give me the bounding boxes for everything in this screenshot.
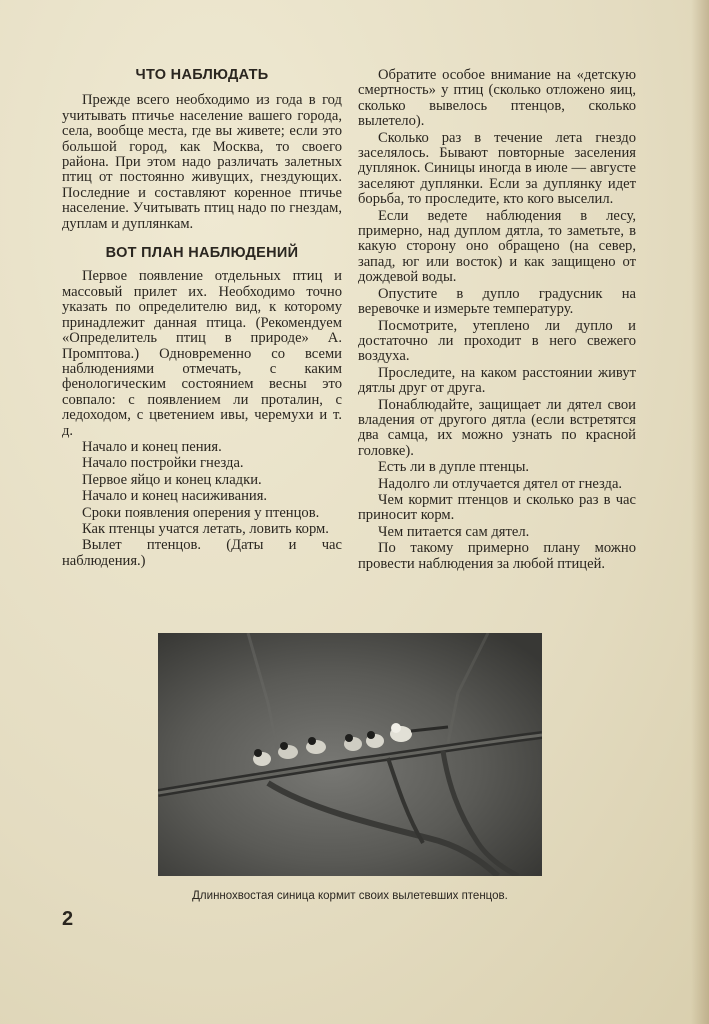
paragraph: Надолго ли отлучается дятел от гнезда. [378,475,623,492]
paragraph: Понаблюдайте, защищает ли дятел свои владения от другого дятла (если встретятся два самца, их можно узнать по красной головке). [358,396,636,459]
paragraph: Начало постройки гнезда. [82,455,244,472]
paragraph: Вылет птенцов. (Даты и час наблюдения.) [62,537,342,569]
bird-head [345,734,353,742]
paragraph: Чем кормит птенцов и сколько раз в час приносит корм. [358,491,636,524]
paragraph: Обратите особое внимание на «детскую смертность» у птиц (сколько отложено яиц, сколько вывелось птенцов, сколько вылетело). [358,67,636,130]
photo-titmice-on-branch [158,633,542,876]
paragraph: Начало и конец пения. [82,438,222,455]
paragraph: По такому примерно плану можно провести наблюдения за любой птицей. [358,540,636,572]
left-column [62,68,342,570]
paragraphs-observation-plan [62,269,342,569]
paragraph: Чем питается сам дятел. [378,523,530,540]
paragraph: Первое яйцо и конец кладки. [82,471,262,488]
paragraph: Сколько раз в течение лета гнездо заселялось. Бывают повторные заселения дуплянок. Синицы иногда в июле — августе заселяют дуплянки. Если за дуплянку идет борьба, то проследите, кто кого выселил. [358,129,636,208]
bird-head [280,742,288,750]
photo-background [158,633,542,876]
section-heading-observation-plan: ВОТ ПЛАН НАБЛЮДЕНИЙ [105,245,299,262]
paragraph: Если ведете наблюдения в лесу, примерно, над дуплом дятла, то заметьте, в какую сторону оно обращено (на север, запад, юг или восток) и как защищено от дождевой воды. [358,207,636,286]
bird-head [367,731,375,739]
bird-head [254,749,262,757]
paragraph: Как птенцы учатся летать, ловить корм. [82,520,329,537]
paragraph: Посмотрите, утеплено ли дупло и достаточно ли проходит в него свежего воздуха. [358,317,636,365]
paragraph: Прежде всего необходимо из года в год учитывать птичье население вашего города, села, вообще места, где вы живете; если это большой город, как Москва, то своего района. При этом надо различать залетных птиц от постоянно живущих, гнездующих. Последние и составляют коренное птичье население. Учитывать птиц надо по гнездам, дуплам и дуплянкам. [62,92,342,232]
paragraph: Проследите, на каком расстоянии живут дятлы друг от друга. [358,364,636,397]
page-number: 2 [62,908,74,930]
bird-head [308,737,316,745]
paragraph: Первое появление отдельных птиц и массовый прилет их. Необходимо точно указать по определителю вид, к которому принадлежит данная птица. (Рекомендуем «Определитель птиц в природе» А. Промптова.) Одновременно со всеми наблюдениями отмечать, с каким фенологическим состоянием весны это совпало: с появлением ли проталин, с ледоходом, с цветением ивы, черемухи и т. д. [62,268,342,439]
adult-bird-head [391,723,401,733]
page-edge-shadow [691,0,709,1024]
section-heading-what-to-observe: ЧТО НАБЛЮДАТЬ [135,67,269,83]
paragraph: Начало и конец насиживания. [82,488,268,505]
paragraph: Есть ли в дупле птенцы. [378,459,530,476]
photo-illustration [158,633,542,876]
paragraph: Сроки появления оперения у птенцов. [82,504,320,521]
paragraph: Опустите в дупло градусник на веревочке и измерьте температуру. [358,285,636,318]
paragraphs-what-to-observe [62,93,342,232]
photo-caption: Длиннохвостая синица кормит своих вылетевших птенцов. [192,890,508,902]
right-column [358,68,636,573]
